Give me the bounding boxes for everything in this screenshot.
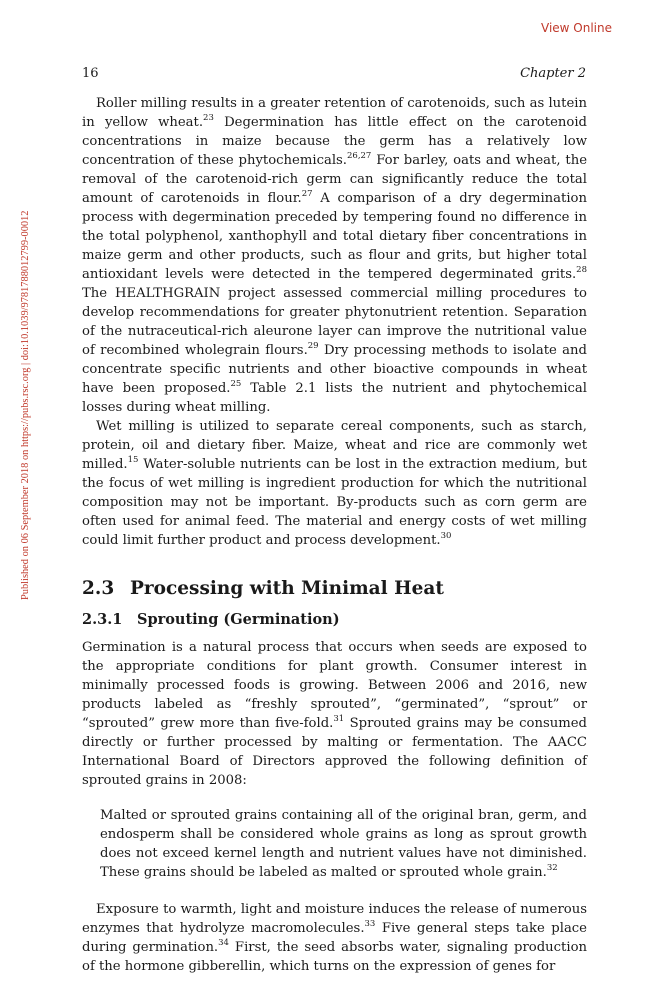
- paragraph: Roller milling results in a greater retention of carotenoids, such as lutein in yellow wheat.$^{23}$ Degermination has little effect on the carotenoid concentrations in maize because the germ has a relatively low concentration of these phytochemicals.$^{26,27}$ For barley, oats and wheat, the removal of the carotenoid-rich germ can significantly reduce the total amount of carotenoids in flour.$^{27}$ A comparison of a dry degermination process with degermination preceded by tempering found no difference in the total polyphenol, xanthophyll and total dietary fiber concentrations in maize germ and other products, such as flour and grits, but higher total antioxidant levels were detected in the tempered degerminated grits.$^{28}$ The HEALTHGRAIN project assessed commercial milling procedures to develop recommendations for greater phytonutrient retention. Separation of the nutraceutical-rich aleurone layer can improve the nutritional value of recombined wholegrain flours.$^{29}$ Dry processing methods to isolate and concentrate specific nutrients and other bioactive compounds in wheat have been proposed.$^{25}$ Table 2.1 lists the nutrient and phytochemical losses during wheat milling.: [82, 96, 587, 415]
- paragraph: Germination is a natural process that occurs when seeds are exposed to the appropriate conditions for plant growth. Consumer interest in minimally processed foods is growing. Between 2006 and 2016, new products labeled as “freshly sprouted”, “germinated”, “sprout” or “sprouted” grew more than five-fold.$^{31}$ Sprouted grains may be consumed directly or further processed by malting or fermentation. The AACC International Board of Directors approved the following definition of sprouted grains in 2008:: [82, 640, 587, 788]
- paragraph: Wet milling is utilized to separate cereal components, such as starch, protein, oil and dietary fiber. Maize, wheat and rice are commonly wet milled.$^{15}$ Water-soluble nutrients can be lost in the extraction medium, but the focus of wet milling is ingredient production for which the nutritional composition may not be important. By-products such as corn germ are often used for animal feed. The material and energy costs of wet milling could limit further product and process development.$^{30}$: [82, 419, 587, 548]
- citation-ref[interactable]: 27: [301, 188, 313, 199]
- chapter-label: Chapter 2: [520, 66, 586, 81]
- citation-ref[interactable]: 33: [364, 918, 376, 929]
- section-number: 2.3: [82, 578, 115, 599]
- view-online-link[interactable]: View Online: [541, 21, 612, 35]
- citation-ref[interactable]: 34: [218, 937, 229, 948]
- citation-ref[interactable]: 25: [230, 378, 242, 389]
- body-text: [82, 94, 587, 976]
- section-heading: [82, 578, 587, 600]
- paragraph: Exposure to warmth, light and moisture induces the release of numerous enzymes that hydrolyze macromolecules.$^{33}$ Five general steps take place during germination.$^{34}$ First, the seed absorbs water, signaling production of the hormone gibberellin, which turns on the expression of genes for: [82, 902, 588, 974]
- publication-stamp: Published on 06 September 2018 on https://pubs.rsc.org | doi:10.1039/9781788012799-00012: [20, 210, 31, 600]
- citation-ref[interactable]: 31: [333, 713, 345, 724]
- section-title: Processing with Minimal Heat: [130, 578, 444, 599]
- quote-text: Malted or sprouted grains containing all of the original bran, germ, and endosperm shall be considered whole grains as long as sprout growth does not exceed kernel length and nutrient values have not diminished. These grains should be labeled as malted or sprouted whole grain.$^{32}$: [100, 808, 587, 880]
- citation-ref[interactable]: 26,27: [347, 150, 372, 161]
- page-number: 16: [82, 66, 99, 81]
- subsection-title: Sprouting (Germination): [137, 611, 340, 628]
- subsection-heading: [82, 610, 587, 630]
- block-quote: [100, 806, 587, 882]
- citation-ref[interactable]: 23: [203, 112, 214, 123]
- subsection-number: 2.3.1: [82, 611, 123, 628]
- citation-ref[interactable]: 30: [440, 530, 452, 541]
- citation-ref[interactable]: 29: [307, 340, 319, 351]
- citation-ref[interactable]: 28: [576, 264, 587, 275]
- citation-ref[interactable]: 32: [546, 862, 558, 873]
- citation-ref[interactable]: 15: [127, 454, 139, 465]
